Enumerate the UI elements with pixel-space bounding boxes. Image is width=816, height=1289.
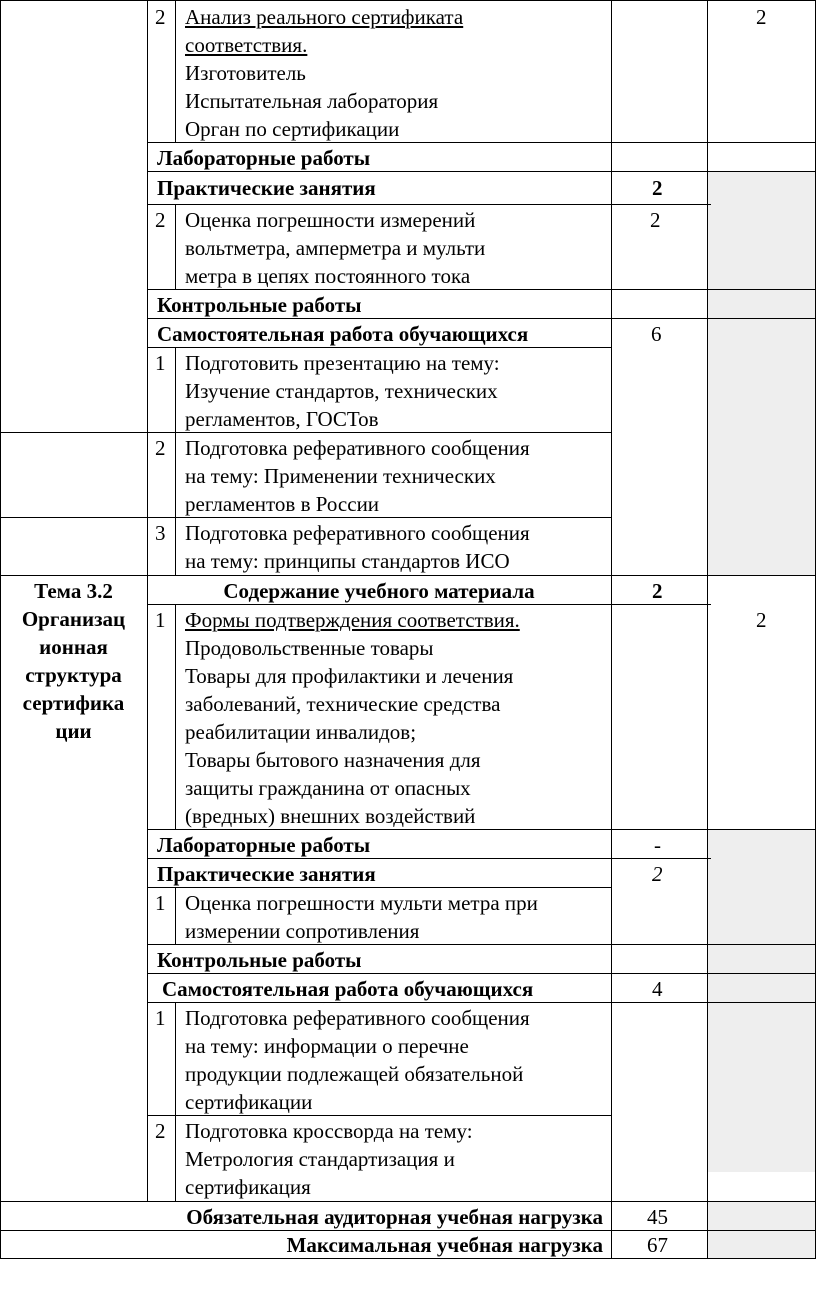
item-text-line: Изготовитель	[185, 61, 306, 85]
shaded-cell	[708, 290, 816, 318]
item-text-line: регламентов, ГОСТов	[185, 407, 379, 431]
item-text-line: Орган по сертификации	[185, 117, 400, 141]
lab-works-hours: -	[654, 833, 661, 857]
item-text-line: (вредных) внешних воздействий	[185, 804, 476, 828]
item-number: 2	[155, 1119, 166, 1143]
item-number: 1	[155, 608, 166, 632]
content-hours: 2	[652, 579, 663, 603]
item-text-line: Подготовка кроссворда на тему:	[185, 1119, 473, 1143]
mandatory-load-label: Обязательная аудиторная учебная нагрузка	[186, 1205, 603, 1229]
practice-label: Практические занятия	[157, 176, 376, 200]
self-work-label: Самостоятельная работа обучающихся	[157, 322, 529, 346]
item-text-line: Продовольственные товары	[185, 636, 434, 660]
lab-works-label: Лабораторные работы	[157, 146, 371, 170]
item-text-line: заболеваний, технические средства	[185, 692, 501, 716]
item-text-line: Оценка погрешности мульти метра при	[185, 891, 538, 915]
level-value: 2	[756, 5, 767, 29]
topic-title-line: ионная	[39, 635, 108, 659]
item-text-line: Подготовить презентацию на тему:	[185, 351, 500, 375]
item-text-line: Формы подтверждения соответствия.	[185, 608, 520, 632]
shaded-cell	[708, 830, 816, 1172]
item-number: 3	[155, 521, 166, 545]
item-text-line: сертификации	[185, 1090, 313, 1114]
practice-hours: 2	[652, 862, 663, 886]
item-text-line: продукции подлежащей обязательной	[185, 1062, 524, 1086]
content-header: Содержание учебного материала	[223, 579, 535, 603]
control-works-label: Контрольные работы	[157, 948, 362, 972]
item-text-line: Товары для профилактики и лечения	[185, 664, 514, 688]
item-text-line: соответствия.	[185, 33, 308, 57]
item-text-line: метра в цепях постоянного тока	[185, 264, 471, 288]
topic-title-line: структура	[25, 663, 122, 687]
lab-works-label: Лабораторные работы	[157, 833, 371, 857]
topic-title-line: ции	[55, 719, 92, 743]
item-text-line: регламентов в России	[185, 492, 380, 516]
item-text-line: Анализ реального сертификата	[185, 5, 464, 29]
item-text-line: Метрология стандартизация и	[185, 1147, 455, 1171]
maximum-load-label: Максимальная учебная нагрузка	[286, 1233, 603, 1257]
item-number: 1	[155, 351, 166, 375]
level-value: 2	[756, 608, 767, 632]
item-number: 2	[155, 5, 166, 29]
self-work-hours: 6	[651, 322, 662, 346]
item-text-line: Подготовка реферативного сообщения	[185, 436, 530, 460]
shaded-cell	[708, 319, 816, 575]
item-text-line: Товары бытового назначения для	[185, 748, 481, 772]
item-text-line: на тему: принципы стандартов ИСО	[185, 549, 510, 573]
item-text-line: реабилитации инвалидов;	[185, 720, 417, 744]
item-text-line: сертификация	[185, 1175, 311, 1199]
item-text-line: измерении сопротивления	[185, 919, 420, 943]
practice-label: Практические занятия	[157, 862, 376, 886]
item-number: 1	[155, 891, 166, 915]
self-work-label: Самостоятельная работа обучающихся	[162, 977, 534, 1001]
item-text-line: защиты гражданина от опасных	[185, 776, 471, 800]
item-text-line: Подготовка реферативного сообщения	[185, 1006, 530, 1030]
item-number: 2	[155, 208, 166, 232]
item-text-line: Испытательная лаборатория	[185, 89, 439, 113]
topic-title-line: сертифика	[22, 691, 125, 715]
topic-title-line: Организац	[21, 607, 126, 631]
shaded-cell	[708, 172, 816, 289]
control-works-label: Контрольные работы	[157, 293, 362, 317]
item-hours: 2	[650, 208, 661, 232]
item-number: 2	[155, 436, 166, 460]
mandatory-load-hours: 45	[647, 1205, 668, 1229]
item-text-line: Изучение стандартов, технических	[185, 379, 498, 403]
item-number: 1	[155, 1006, 166, 1030]
maximum-load-hours: 67	[647, 1233, 668, 1257]
item-text-line: на тему: Применении технических	[185, 464, 496, 488]
item-text-line: Подготовка реферативного сообщения	[185, 521, 530, 545]
item-text-line: на тему: информации о перечне	[185, 1034, 469, 1058]
practice-hours: 2	[652, 176, 663, 200]
topic-title-line: Тема 3.2	[34, 579, 113, 603]
item-text-line: вольтметра, амперметра и мульти	[185, 236, 486, 260]
self-work-hours: 4	[652, 977, 663, 1001]
item-text-line: Оценка погрешности измерений	[185, 208, 476, 232]
